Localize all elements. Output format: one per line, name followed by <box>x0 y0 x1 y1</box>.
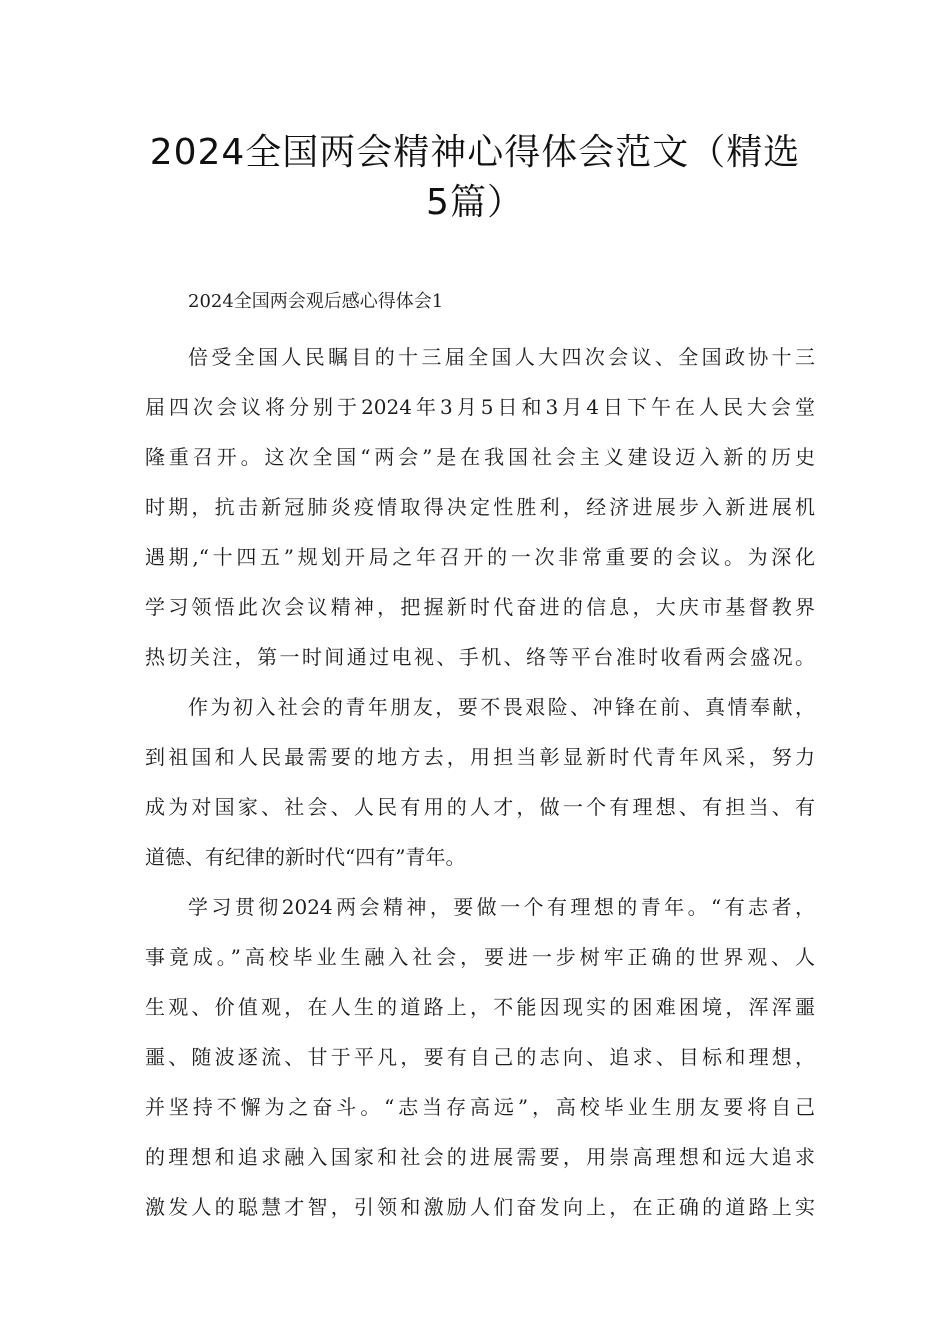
title-line: 2024全国两会精神心得体会范文（精选 <box>149 132 801 173</box>
text-line: 事竟成。”高校毕业生融入社会，要进一步树牢正确的世界观、人 <box>145 945 815 969</box>
text-line: 成为对国家、社会、人民有用的人才，做一个有理想、有担当、有 <box>145 795 815 819</box>
text-line: 生观、价值观，在人生的道路上，不能因现实的困难困境，浑浑噩 <box>145 995 815 1019</box>
text-line: 的理想和追求融入国家和社会的进展需要，用崇高理想和远大追求 <box>145 1145 815 1169</box>
text-line: 噩、随波逐流、甘于平凡，要有自己的志向、追求、目标和理想， <box>145 1045 815 1069</box>
text-line: 隆重召开。这次全国“两会”是在我国社会主义建设迈入新的历史 <box>145 445 815 469</box>
text-line: 学习领悟此次会议精神，把握新时代奋进的信息，大庆市基督教界 <box>145 595 815 619</box>
paragraph-3 <box>145 882 815 1232</box>
text-line: 激发人的聪慧才智，引领和激励人们奋发向上，在正确的道路上实 <box>145 1195 815 1219</box>
text-line: 届四次会议将分别于2024年3月5日和3月4日下午在人民大会堂 <box>145 395 815 419</box>
text-line: 遇期,“十四五”规划开局之年召开的一次非常重要的会议。为深化 <box>145 545 815 569</box>
text-line: 学习贯彻2024两会精神，要做一个有理想的青年。“有志者， <box>188 895 815 919</box>
paragraph-2 <box>145 682 815 882</box>
text-line: 倍受全国人民瞩目的十三届全国人大四次会议、全国政协十三 <box>188 345 815 369</box>
text-line: 并坚持不懈为之奋斗。“志当存高远”，高校毕业生朋友要将自己 <box>145 1095 815 1119</box>
text-line: 热切关注，第一时间通过电视、手机、络等平台准时收看两会盛况。 <box>145 645 815 669</box>
document-body <box>145 282 815 1232</box>
text-line: 道德、有纪律的新时代“四有”青年。 <box>145 845 466 869</box>
text-line: 到祖国和人民最需要的地方去，用担当彰显新时代青年风采，努力 <box>145 745 815 769</box>
section-heading: 2024全国两会观后感心得体会1 <box>188 291 444 312</box>
text-line: 时期，抗击新冠肺炎疫情取得决定性胜利，经济进展步入新进展机 <box>145 495 815 519</box>
text-line: 作为初入社会的青年朋友，要不畏艰险、冲锋在前、真情奉献， <box>188 695 815 719</box>
title-line: 5篇） <box>426 182 524 223</box>
paragraph-1 <box>145 332 815 682</box>
document-title <box>120 128 830 228</box>
